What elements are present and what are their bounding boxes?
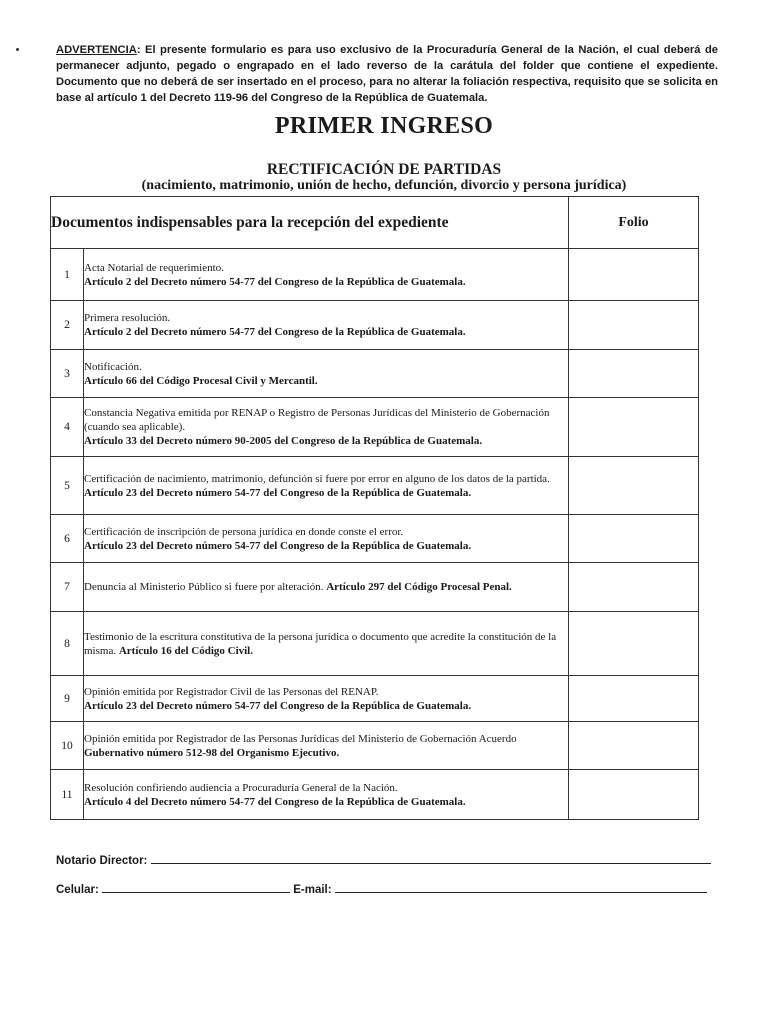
folio-cell[interactable] (569, 301, 699, 350)
header-documents: Documentos indispensables para la recepción del expediente (51, 197, 569, 249)
documents-table (50, 196, 699, 820)
table-row (51, 770, 699, 820)
row-description (84, 612, 569, 676)
email-input-line[interactable] (335, 882, 707, 893)
row-description (84, 515, 569, 563)
celular-input-line[interactable] (102, 882, 290, 893)
table-row (51, 676, 699, 722)
folio-cell[interactable] (569, 612, 699, 676)
row-number: 3 (51, 350, 84, 398)
page-title: PRIMER INGRESO (274, 113, 494, 139)
table-row (51, 722, 699, 770)
row-description (84, 676, 569, 722)
row-description (84, 563, 569, 612)
folio-cell[interactable] (569, 515, 699, 563)
requirement-text: Opinión emitida por Registrador Civil de las Personas del RENAP. (84, 685, 379, 698)
legal-reference: Artículo 23 del Decreto número 54-77 del Congreso de la República de Guatemala. (84, 699, 472, 712)
bullet-mark (16, 48, 19, 51)
row-number: 5 (51, 457, 84, 515)
requirement-text: Denuncia al Ministerio Público si fuere por alteración. (84, 581, 324, 593)
legal-reference: Gubernativo número 512-98 del Organismo Ejecutivo. (84, 746, 340, 759)
folio-cell[interactable] (569, 350, 699, 398)
warning-text: : El presente formulario es para uso exclusivo de la Procuraduría General de la Nación, el cual deberá de permanecer adjunto, pegado o engrapado en el lado reverso de la carátula del folder que contiene el expediente. Documento que no deberá de ser insertado en el proceso, para no alterar la foliación respectiva, requisito que se solicita en base al artículo 1 del Decreto 119-96 del Congreso de la República de Guatemala. (56, 44, 718, 104)
contact-line (56, 882, 707, 896)
warning-notice (56, 42, 718, 106)
folio-cell[interactable] (569, 722, 699, 770)
row-number: 6 (51, 515, 84, 563)
folio-cell[interactable] (569, 457, 699, 515)
row-number: 11 (51, 770, 84, 820)
legal-reference: Artículo 16 del Código Civil. (118, 644, 253, 657)
row-number: 9 (51, 676, 84, 722)
row-description (84, 770, 569, 820)
table-row (51, 398, 699, 457)
requirement-text: Primera resolución. (84, 312, 171, 324)
table-row (51, 563, 699, 612)
row-description (84, 249, 569, 301)
legal-reference: Artículo 2 del Decreto número 54-77 del Congreso de la República de Guatemala. (84, 326, 466, 338)
notario-label: Notario Director: (56, 855, 148, 867)
row-description (84, 350, 569, 398)
row-number: 10 (51, 722, 84, 770)
folio-cell[interactable] (569, 770, 699, 820)
row-number: 7 (51, 563, 84, 612)
page-subtitle-detail: (nacimiento, matrimonio, unión de hecho, defunción, divorcio y persona jurídica) (141, 178, 627, 193)
table-row (51, 457, 699, 515)
header-folio: Folio (569, 197, 699, 249)
row-description (84, 398, 569, 457)
folio-cell[interactable] (569, 676, 699, 722)
requirement-text: Certificación de nacimiento, matrimonio, defunción si fuere por error en alguno de los datos de la partida. (84, 472, 550, 485)
row-number: 1 (51, 249, 84, 301)
legal-reference: Artículo 4 del Decreto número 54-77 del Congreso de la República de Guatemala. (84, 795, 466, 808)
celular-label: Celular: (56, 884, 99, 896)
page-subtitle: RECTIFICACIÓN DE PARTIDAS (266, 161, 502, 178)
notario-input-line[interactable] (151, 853, 711, 864)
requirement-text: Opinión emitida por Registrador de las Personas Jurídicas del Ministerio de Gobernación Acuerdo (84, 732, 517, 745)
table-header-row (51, 197, 699, 249)
requirement-text: Constancia Negativa emitida por RENAP o Registro de Personas Jurídicas del Ministerio de Gobernación (cuando sea aplicable). (84, 407, 550, 433)
row-number: 4 (51, 398, 84, 457)
notario-line (56, 853, 711, 867)
email-label: E-mail: (293, 884, 332, 896)
warning-lead: ADVERTENCIA (56, 44, 137, 56)
folio-cell[interactable] (569, 398, 699, 457)
table-row (51, 612, 699, 676)
table-row (51, 515, 699, 563)
row-number: 8 (51, 612, 84, 676)
row-description (84, 301, 569, 350)
folio-cell[interactable] (569, 563, 699, 612)
table-row (51, 249, 699, 301)
legal-reference: Artículo 33 del Decreto número 90-2005 del Congreso de la República de Guatemala. (84, 435, 483, 447)
legal-reference: Artículo 23 del Decreto número 54-77 del Congreso de la República de Guatemala. (84, 486, 472, 499)
legal-reference: Artículo 66 del Código Procesal Civil y Mercantil. (84, 374, 318, 387)
row-number: 2 (51, 301, 84, 350)
requirement-text: Notificación. (84, 360, 142, 373)
requirement-text: Testimonio de la escritura constitutiva de la persona jurídica o documento que acredite la constitución de la misma. (84, 630, 557, 657)
requirement-text: Certificación de inscripción de persona jurídica en donde conste el error. (84, 525, 404, 538)
legal-reference: Artículo 2 del Decreto número 54-77 del Congreso de la República de Guatemala. (84, 275, 466, 288)
legal-reference: Artículo 23 del Decreto número 54-77 del Congreso de la República de Guatemala. (84, 539, 472, 552)
row-description (84, 722, 569, 770)
requirement-text: Resolución confiriendo audiencia a Procuraduría General de la Nación. (84, 781, 398, 794)
row-description (84, 457, 569, 515)
requirement-text: Acta Notarial de requerimiento. (84, 261, 224, 274)
table-row (51, 350, 699, 398)
legal-reference: Artículo 297 del Código Procesal Penal. (326, 581, 512, 593)
folio-cell[interactable] (569, 249, 699, 301)
table-row (51, 301, 699, 350)
